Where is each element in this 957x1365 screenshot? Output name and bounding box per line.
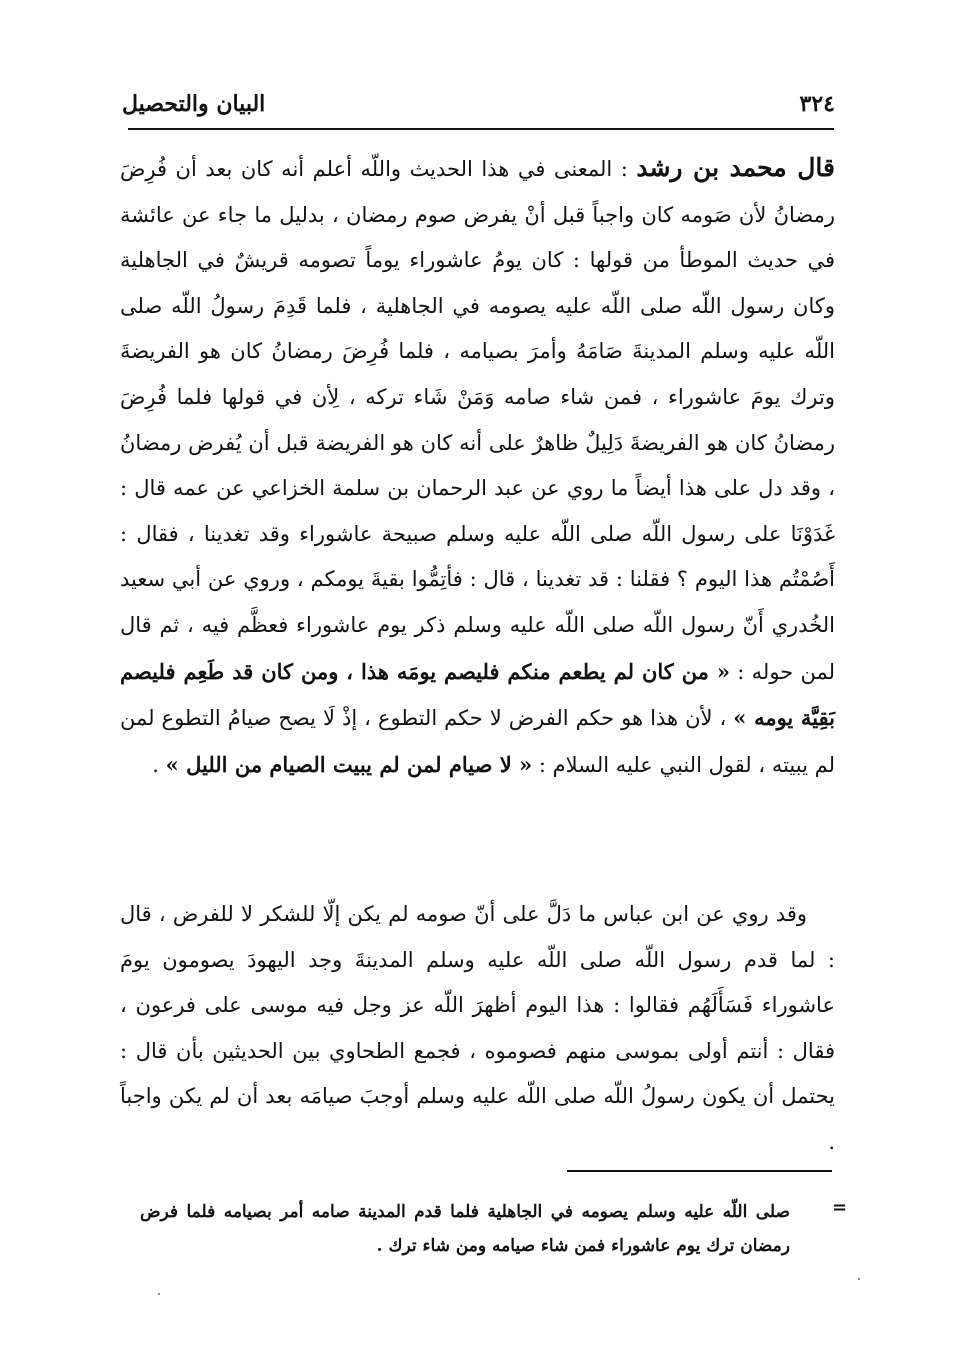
commentary-text-part-2: ، لأن هذا هو حكم الفرض لا حكم التطوع ، إذْ لَا يصح صيامُ التطوع لمن لم يبيته ، لقول النبي عليه السلام : [120,706,835,777]
running-header [122,82,835,126]
commentary-text [120,145,835,788]
scan-speck [158,1293,160,1295]
commentary-text-part-1: : المعنى في هذا الحديث واللّه أعلم أنه كان بعد أن فُرِضَ رمضانُ لأن صَومه كان واجباً قبل أنْ يفرض صوم رمضان ، بدليل ما جاء عن عائشة في حديث الموطأ من قولها : كان يومُ عاشوراء يوماً تصومه قريشٌ في الجاهلية وكان رسول اللّه صلى اللّه عليه يصومه في الجاهلية ، فلما قَدِمَ رسولُ اللّه صلى اللّه عليه وسلم المدينةَ صَامَهُ وأمرَ بصيامه ، فلما فُرِضَ رمضانُ كان هو الفريضةَ وترك يومَ عاشوراء ، فمن شاء صامه وَمَنْ شَاء تركه ، لِأن في قولها فلما فُرِضَ رمضانُ كان هو الفريضةَ دَلِيلٌ ظاهرٌ على أنه كان هو الفريضة قبل أن يُفرض رمضانُ ، وقد دل على هذا أيضاً ما روي عن عبد الرحمان بن سلمة الخزاعي عن عمه قال : غَدَوْنَا على رسول اللّه صلى اللّه عليه وسلم صبيحة عاشوراء وقد تغدينا ، فقال : أَصُمْتُم هذا اليوم ؟ فقلنا : قد تغدينا ، قال : فأتِمُّوا بقيةَ يومكم ، وروي عن أبي سعيد الخُدري أَنّ رسول اللّه صلى اللّه عليه وسلم ذكر يوم عاشوراء فعظَّم فيه ، ثم قال لمن حوله : [120,157,835,684]
scan-speck [858,1278,860,1280]
header-rule [128,128,834,130]
page-number: ٣٢٤ [799,91,835,117]
hadith-quote-2: « لا صيام لمن لم يبيت الصيام من الليل » [165,751,533,777]
commentary-paragraph [120,145,835,788]
footnote-text: صلى اللّه عليه وسلم يصومه في الجاهلية فلما قدم المدينة صامه أمر بصيامه فلما فرض رمضان ترك يوم عاشوراء فمن شاء صيامه ومن شاء ترك . [140,1202,790,1256]
commentary-text-end: . [152,752,166,777]
footnote-rule [567,1170,832,1172]
second-paragraph-text: وقد روي عن ابن عباس ما دَلَّ على أنّ صومه لم يكن إلّا للشكر لا للفرض ، قال : لما قدم رسول اللّه صلى اللّه عليه وسلم المدينةَ وجد اليهودَ يصومون يومَ عاشوراء فَسَأَلَهُم فقالوا : هذا اليوم أظهرَ اللّه عز وجل فيه موسى على فرعون ، فقال : أنتم أولى بموسى منهم فصوموه ، فجمع الطحاوي بين الحديثين بأن قال : يحتمل أن يكون رسولُ اللّه صلى اللّه عليه وسلم أوجبَ صيامَه بعد أن لم يكن واجباً . [120,902,835,1154]
speaker-name: قال محمد بن رشد [636,153,835,182]
second-paragraph [120,892,835,1166]
book-title: البيان والتحصيل [122,91,266,117]
footnote-continuation-mark: = [832,1197,848,1218]
footnote [140,1195,790,1263]
hadith-quote-1: « من كان لم يطعم منكم فليصم يومَه هذا ، ومن كان قد طَعِم فليصم بَقِيَّة يومه » [120,658,836,731]
